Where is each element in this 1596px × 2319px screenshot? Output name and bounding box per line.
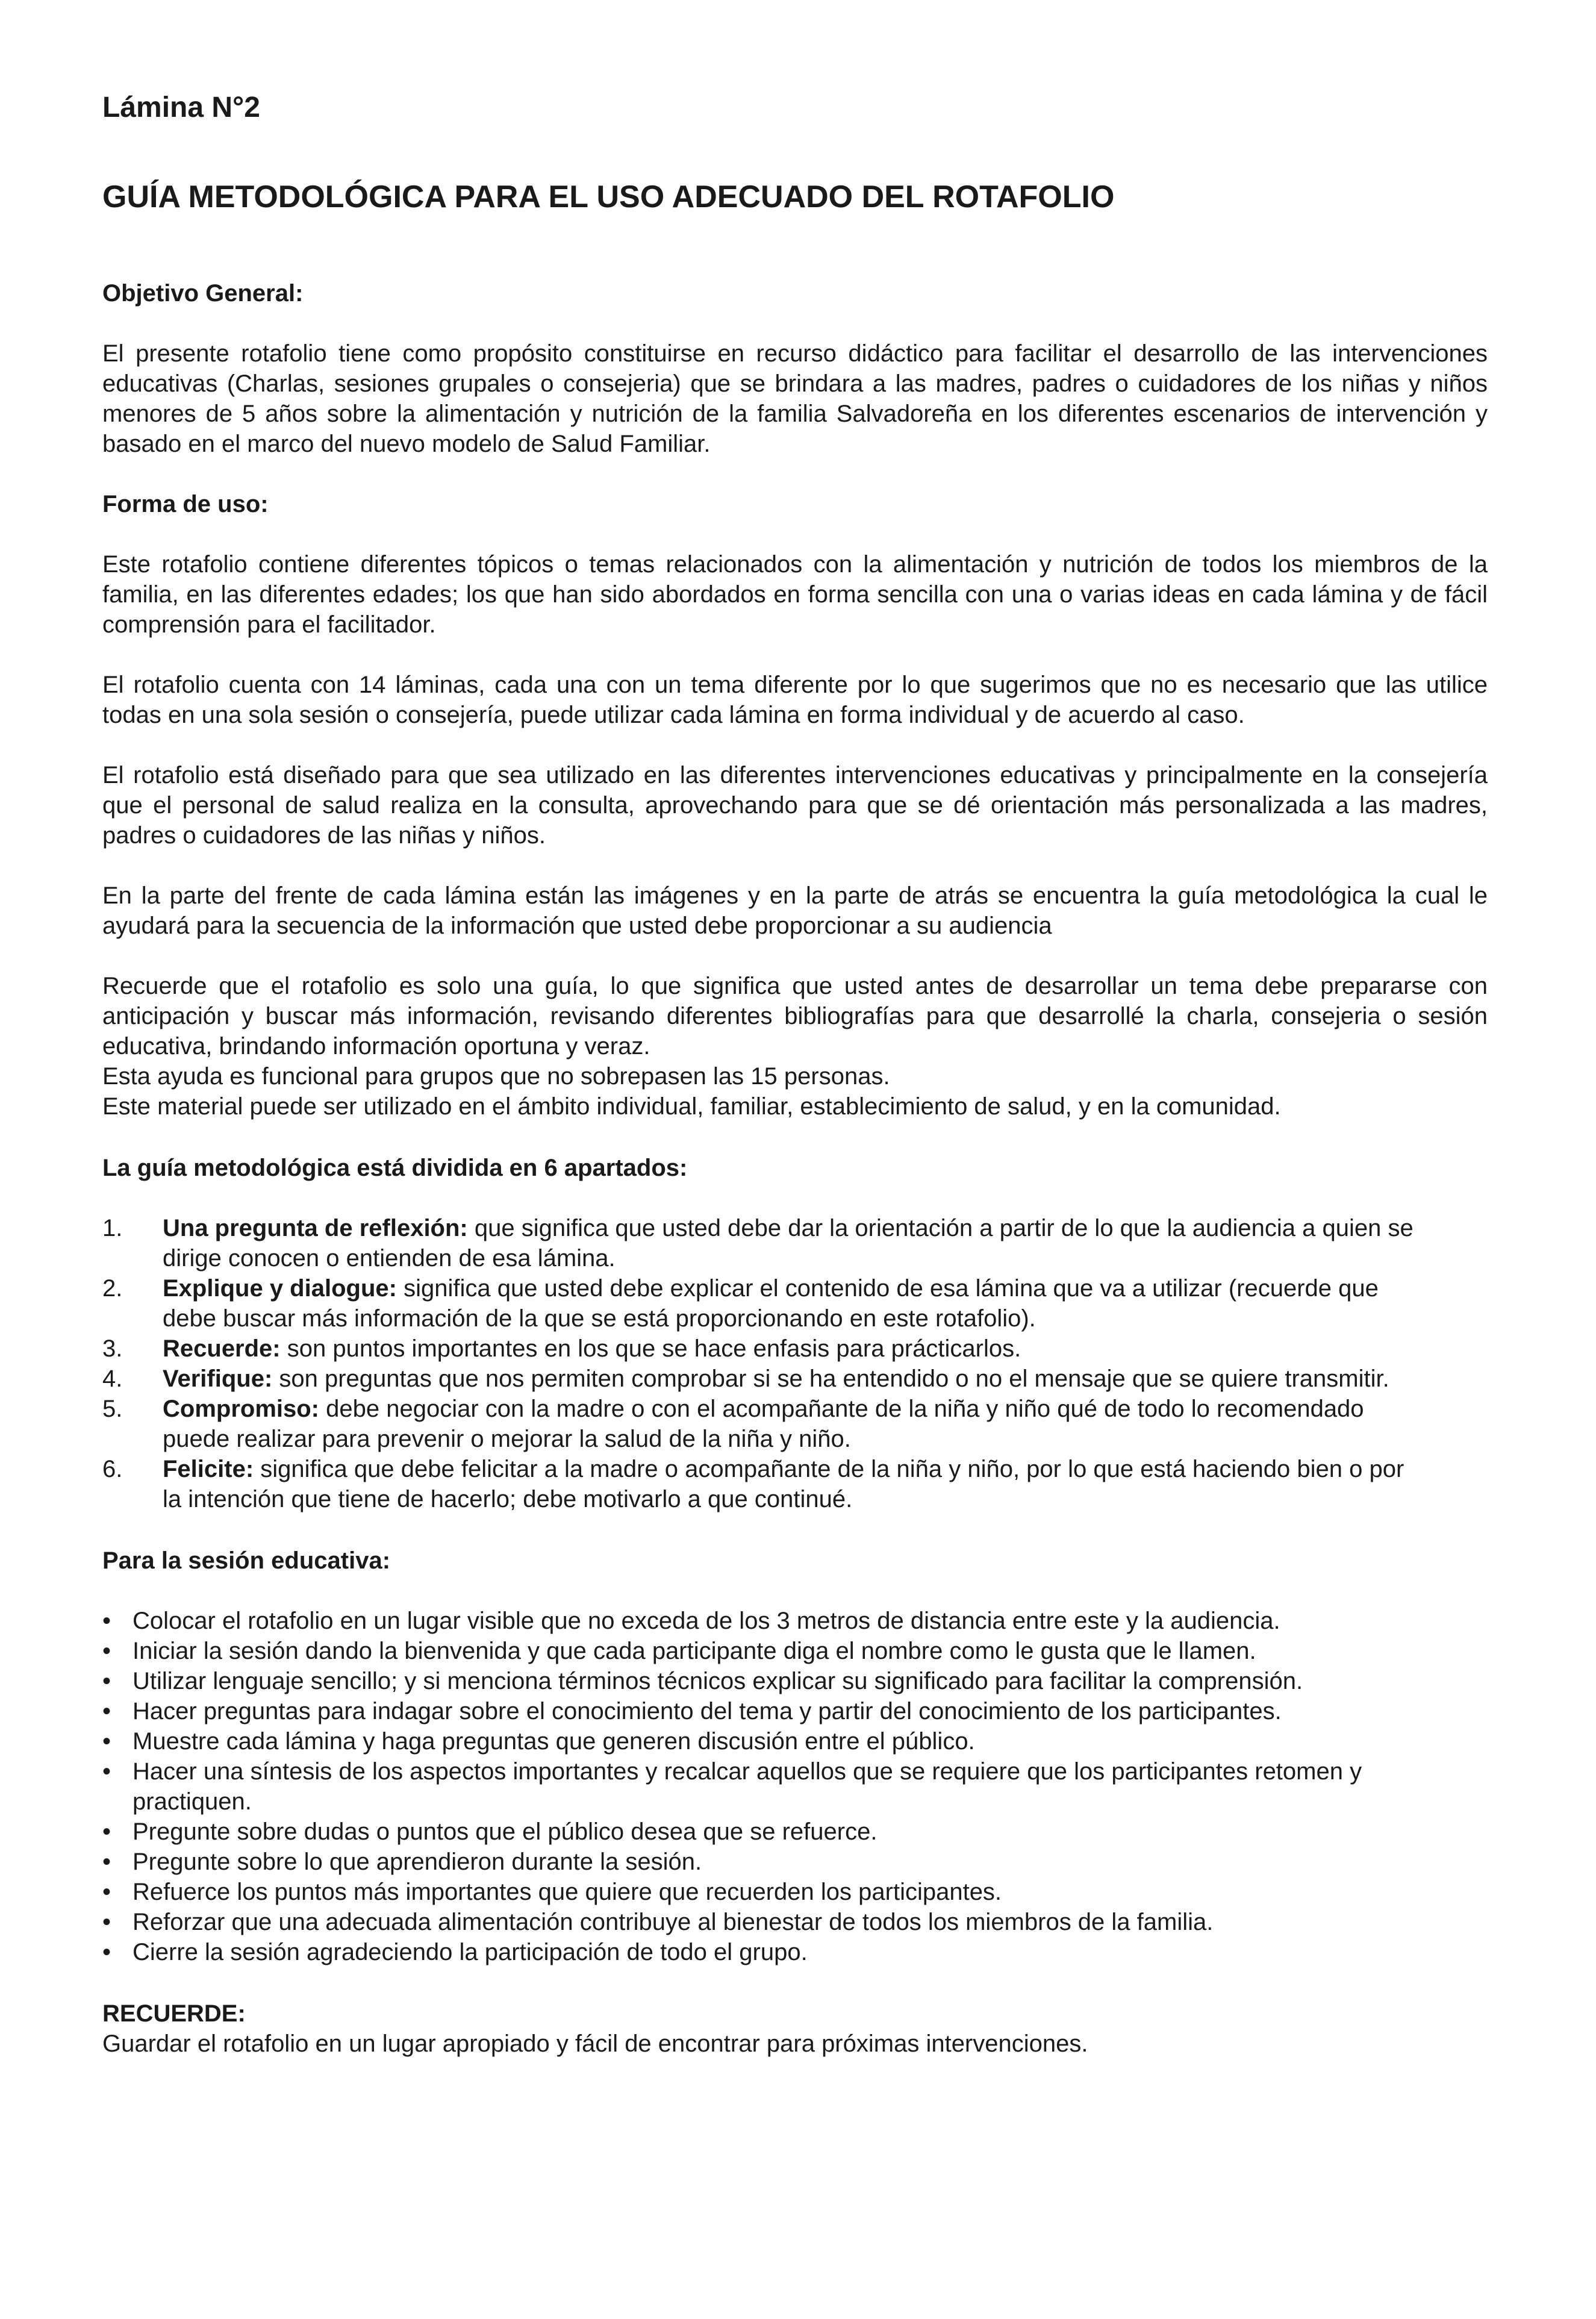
list-term: Una pregunta de reflexión:	[163, 1214, 468, 1241]
forma-de-uso-paragraph: En la parte del frente de cada lámina están las imágenes y en la parte de atrás se encuentra la guía metodológica la cual le ayudará para la secuencia de la información que usted debe proporcionar a su audiencia	[102, 882, 1488, 939]
page-title: GUÍA METODOLÓGICA PARA EL USO ADECUADO DEL ROTAFOLIO	[102, 179, 1115, 214]
bullet-icon: •	[102, 1728, 111, 1755]
document-page	[102, 90, 1488, 2059]
list-text: significa que debe felicitar a la madre o acompañante de la niña y niño, por lo que está haciendo bien o por la intención que tiene de hacerlo; debe motivarlo a que continué.	[163, 1455, 1404, 1512]
objetivo-heading: Objetivo General:	[102, 279, 304, 307]
list-term: Compromiso:	[163, 1395, 319, 1422]
sesion-list-item: • Iniciar la sesión dando la bienvenida y que cada participante diga el nombre como le gusta que le llamen.	[102, 1636, 1488, 1666]
bullet-icon: •	[102, 1878, 111, 1905]
bullet-icon: •	[102, 1848, 111, 1875]
sesion-list-item: • Cierre la sesión agradeciendo la participación de todo el grupo.	[102, 1937, 1488, 1967]
guia-list-item	[102, 1334, 1488, 1364]
lamina-number: Lámina N°2	[102, 92, 260, 123]
objetivo-text: El presente rotafolio tiene como propósito constituirse en recurso didáctico para facilitar el desarrollo de las intervenciones educativas (Charlas, sesiones grupales o consejeria) que se brindara a las madres, padres o cuidadores de los niñas y niños menores de 5 años sobre la alimentación y nutrición de la familia Salvadoreña en los diferentes escenarios de intervención y basado en el marco del nuevo modelo de Salud Familiar.	[102, 340, 1488, 457]
bullet-icon: •	[102, 1637, 111, 1664]
sesion-list-item: • Reforzar que una adecuada alimentación contribuye al bienestar de todos los miembros de la familia.	[102, 1907, 1488, 1937]
sesion-list-item: • Utilizar lenguaje sencillo; y si menciona términos técnicos explicar su significado para facilitar la comprensión.	[102, 1666, 1488, 1696]
list-term: Recuerde:	[163, 1335, 281, 1362]
list-number: 2.	[102, 1275, 123, 1302]
bullet-icon: •	[102, 1818, 111, 1845]
guia-list-item	[102, 1273, 1488, 1334]
forma-de-uso-heading: Forma de uso:	[102, 490, 269, 517]
recuerde-heading: RECUERDE:	[102, 2000, 246, 2027]
sesion-list-item: • Muestre cada lámina y haga preguntas que generen discusión entre el público.	[102, 1726, 1488, 1756]
bullet-icon: •	[102, 1758, 111, 1785]
recuerde-text: Guardar el rotafolio en un lugar apropiado y fácil de encontrar para próximas intervenciones.	[102, 2030, 1088, 2057]
guia-heading: La guía metodológica está dividida en 6 apartados:	[102, 1154, 688, 1181]
bullet-icon: •	[102, 1607, 111, 1634]
list-number: 1.	[102, 1214, 123, 1241]
list-number: 6.	[102, 1455, 123, 1482]
list-number: 5.	[102, 1395, 123, 1422]
list-term: Verifique:	[163, 1365, 273, 1392]
sesion-list	[102, 1606, 1488, 1967]
ambito-note: Este material puede ser utilizado en el ámbito individual, familiar, establecimiento de salud, y en la comunidad.	[102, 1093, 1281, 1120]
list-number: 4.	[102, 1365, 123, 1392]
forma-de-uso-paragraph: El rotafolio cuenta con 14 láminas, cada una con un tema diferente por lo que sugerimos que no es necesario que las utilice todas en una sola sesión o consejería, puede utilizar cada lámina en forma individual y de acuerdo al caso.	[102, 671, 1488, 728]
recuerde-guia-paragraph: Recuerde que el rotafolio es solo una guía, lo que significa que usted antes de desarrollar un tema debe prepararse con anticipación y buscar más información, revisando diferentes bibliografías para que desarrollé la charla, consejeria o sesión educativa, brindando información oportuna y veraz.	[102, 972, 1488, 1060]
bullet-icon: •	[102, 1938, 111, 1965]
list-term: Felicite:	[163, 1455, 254, 1482]
list-number: 3.	[102, 1335, 123, 1362]
list-term: Explique y dialogue:	[163, 1275, 397, 1302]
list-text: debe negociar con la madre o con el acompañante de la niña y niño qué de todo lo recomendado puede realizar para prevenir o mejorar la salud de la niña y niño.	[163, 1395, 1364, 1452]
guia-list-item	[102, 1394, 1488, 1454]
sesion-list-item: • Hacer una síntesis de los aspectos importantes y recalcar aquellos que se requiere que los participantes retomen y practiquen.	[102, 1756, 1488, 1817]
guia-list-item	[102, 1364, 1488, 1394]
bullet-icon: •	[102, 1908, 111, 1935]
guia-list-item	[102, 1454, 1488, 1514]
sesion-list-item: • Pregunte sobre dudas o puntos que el público desea que se refuerce.	[102, 1817, 1488, 1847]
forma-de-uso-paragraph: Este rotafolio contiene diferentes tópicos o temas relacionados con la alimentación y nutrición de todos los miembros de la familia, en las diferentes edades; los que han sido abordados en forma sencilla con una o varias ideas en cada lámina y de fácil comprensión para el facilitador.	[102, 551, 1488, 638]
sesion-list-item: • Pregunte sobre lo que aprendieron durante la sesión.	[102, 1847, 1488, 1877]
bullet-icon: •	[102, 1697, 111, 1724]
sesion-list-item: • Hacer preguntas para indagar sobre el conocimiento del tema y partir del conocimiento de los participantes.	[102, 1696, 1488, 1726]
forma-de-uso-paragraph: El rotafolio está diseñado para que sea utilizado en las diferentes intervenciones educativas y principalmente en la consejería que el personal de salud realiza en la consulta, aprovechando para que se dé orientación más personalizada a las madres, padres o cuidadores de las niñas y niños.	[102, 761, 1488, 849]
list-text: son puntos importantes en los que se hace enfasis para prácticarlos.	[280, 1335, 1021, 1362]
list-text: que significa que usted debe dar la orientación a partir de lo que la audiencia a quien se dirige conocen o entienden de esa lámina.	[163, 1214, 1414, 1272]
sesion-list-item: • Colocar el rotafolio en un lugar visible que no exceda de los 3 metros de distancia entre este y la audiencia.	[102, 1606, 1488, 1636]
recuerde-guia-block	[102, 971, 1488, 1122]
guia-list-item	[102, 1213, 1488, 1273]
list-text: son preguntas que nos permiten comprobar si se ha entendido o no el mensaje que se quiere transmitir.	[272, 1365, 1389, 1392]
sesion-list-item: • Refuerce los puntos más importantes que quiere que recuerden los participantes.	[102, 1877, 1488, 1907]
sesion-heading: Para la sesión educativa:	[102, 1547, 391, 1574]
grupos-note: Esta ayuda es funcional para grupos que no sobrepasen las 15 personas.	[102, 1063, 890, 1090]
list-text: significa que usted debe explicar el contenido de esa lámina que va a utilizar (recuerde que debe buscar más información de la que se está proporcionando en este rotafolio).	[163, 1275, 1379, 1332]
bullet-icon: •	[102, 1667, 111, 1694]
guia-list	[102, 1213, 1488, 1514]
